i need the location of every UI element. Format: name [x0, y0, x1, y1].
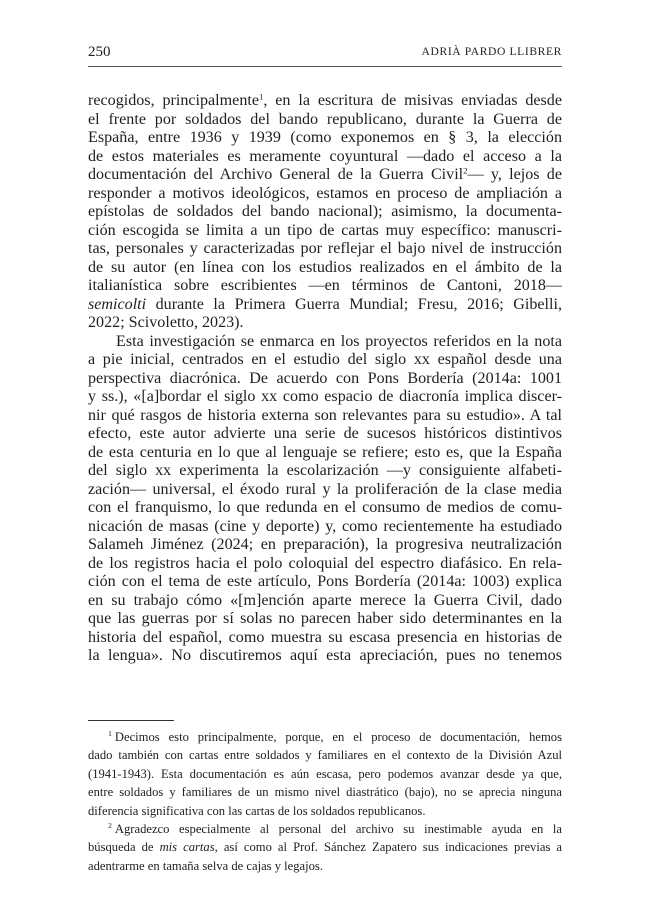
- text-line: de esta centuria en lo que al lenguaje se refiere; esto es, que la España: [88, 443, 562, 461]
- text-line: tas, personales y caracterizadas por reflejar el bajo nivel de instrucción: [88, 240, 562, 257]
- text-line: España, entre 1936 y 1939 (como exponemos en § 3, la elección: [88, 129, 562, 146]
- footnote-ref-1[interactable]: 1: [258, 91, 264, 102]
- header-rule: [88, 66, 562, 67]
- footnote-2-line: adentrarme en tamaña selva de cajas y legajos.: [88, 858, 323, 873]
- text-line: zación— universal, el éxodo rural y la proliferación de la clase media: [88, 480, 562, 498]
- text-line: de su autor (en línea con los estudios realizados en el ámbito de la: [88, 258, 562, 276]
- text-line: de los registros hacia el polo coloquial del espectro diafásico. En rela-: [88, 554, 562, 572]
- text-line: epístolas de soldados del bando nacional); asimismo, la documenta-: [88, 203, 562, 220]
- footnote-number: 2: [108, 821, 112, 831]
- text-line: semicolti durante la Primera Guerra Mundial; Fresu, 2016; Gibelli,: [88, 295, 562, 313]
- footnotes: [88, 728, 562, 875]
- text-line: 2022; Scivoletto, 2023).: [88, 314, 244, 331]
- text-line: nicación de masas (cine y deporte) y, como recientemente ha estudiado: [88, 517, 562, 535]
- text-line: la lengua». No discutiremos aquí esta apreciación, pues no tenemos: [88, 647, 562, 664]
- text-line: nir qué rasgos de historia externa son relevantes para su estudio». A tal: [88, 406, 562, 424]
- text-line: italianística sobre escribientes —en términos de Cantoni, 2018—: [88, 277, 562, 294]
- text-line: Salameh Jiménez (2024; en preparación), la progresiva neutralización: [88, 536, 562, 553]
- text-line: ción con el tema de este artículo, Pons Bordería (2014a: 1003) explica: [88, 573, 562, 590]
- text-line: de estos materiales es meramente coyuntural —dado el acceso a la: [88, 147, 562, 165]
- text-line: historia del español, como muestra su escasa presencia en historias de: [88, 628, 562, 646]
- footnote-ref-2[interactable]: 2: [463, 165, 468, 176]
- footnote-2-line: búsqueda de mis cartas, así como al Prof. Sánchez Zapatero sus indicaciones previas a: [88, 840, 562, 855]
- footnote-1-line: dado también con cartas entre soldados y familiares en el contexto de la División Azul: [88, 748, 562, 763]
- text-line: en su trabajo cómo «[m]ención aparte merece la Guerra Civil, dado: [88, 591, 562, 609]
- footnote-1-line: (1941-1943). Esta documentación es aún escasa, pero podemos avanzar desde ya que,: [88, 766, 562, 781]
- text-line: perspectiva diacrónica. De acuerdo con Pons Bordería (2014a: 1001: [88, 369, 562, 387]
- footnote-1-line: diferencia significativa con las cartas de los soldados republicanos.: [88, 803, 426, 818]
- footnote-number: 1: [108, 729, 112, 739]
- text-line: ción escogida se limita a un tipo de cartas muy específico: manuscri-: [88, 221, 562, 239]
- text-line: recogidos, principalmente$^1$, en la escritura de misivas enviadas desde: [88, 91, 562, 109]
- text-line: a pie inicial, centrados en el estudio del siglo xx español desde una: [88, 351, 562, 368]
- running-head-author: ADRIÀ PARDO LLIBRER: [421, 45, 562, 58]
- text-line: con el franquismo, lo que redunda en el consumo de medios de comu-: [88, 499, 562, 516]
- text-line: Esta investigación se enmarca en los proyectos referidos en la nota: [116, 332, 562, 350]
- footnote-separator: [88, 720, 174, 721]
- footnote-1-line: $^1$ Decimos esto principalmente, porque, en el proceso de documentación, hemos: [108, 729, 562, 744]
- text-line: efecto, este autor advierte una serie de sucesos históricos distintivos: [88, 425, 562, 442]
- text-line: documentación del Archivo General de la Guerra Civil$^2$— y, lejos de: [88, 165, 562, 183]
- text-line: del siglo xx experimenta la escolarización —y consiguiente alfabeti-: [88, 462, 562, 479]
- footnote-2-line: $^2$ Agradezco especialmente al personal del archivo su inestimable ayuda en la: [108, 821, 562, 836]
- text-line: el frente por soldados del bando republicano, durante la Guerra de: [88, 110, 562, 128]
- page-header: [88, 44, 562, 64]
- text-line: y ss.), «[a]bordar el siglo xx como espacio de diacronía implica discer-: [88, 388, 562, 405]
- footnote-1-line: entre soldados y familiares de un mismo nivel diastrático (bajo), no se aprecia ninguna: [88, 785, 562, 800]
- main-text: [88, 92, 562, 666]
- text-line: que las guerras por sí solas no parecen haber sido determinantes en la: [88, 610, 562, 627]
- text-line: responder a motivos ideológicos, estamos en proceso de ampliación a: [88, 184, 562, 202]
- page-number: 250: [88, 44, 111, 60]
